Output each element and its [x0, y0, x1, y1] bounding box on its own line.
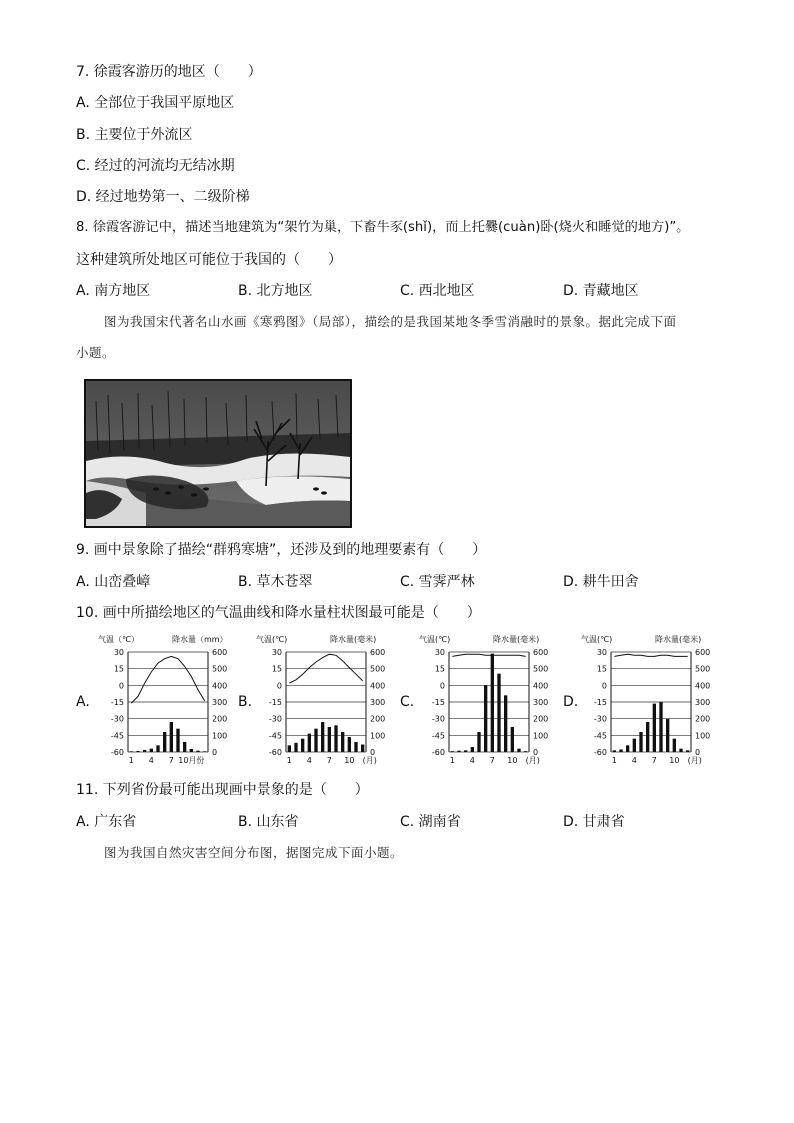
precipitation-bar: [156, 745, 159, 752]
left-tick-label: -15: [110, 698, 124, 707]
temperature-line: [131, 656, 204, 703]
right-tick-label: 600: [212, 648, 228, 657]
right-tick-label: 400: [370, 681, 386, 691]
left-tick-label: 30: [271, 648, 282, 657]
right-tick-label: 0: [695, 748, 701, 757]
q7-option-b: B. 主要位于外流区: [76, 127, 193, 143]
q8-option-b: B. 北方地区: [238, 283, 313, 299]
left-tick-label: -30: [431, 714, 445, 724]
precipitation-bar: [524, 751, 527, 752]
x-tick-label: 7: [326, 756, 332, 765]
x-tick-label: 4: [148, 756, 154, 765]
right-tick-label: 500: [695, 664, 711, 674]
left-tick-label: 0: [118, 681, 124, 691]
right-tick-label: 500: [370, 664, 386, 674]
x-tick-label: 4: [469, 756, 475, 765]
q11-option-a: A. 广东省: [76, 814, 137, 830]
q9-option-a: A. 山峦叠嶂: [76, 574, 151, 590]
right-tick-label: 200: [212, 714, 228, 724]
precipitation-bar: [673, 739, 676, 752]
precipitation-bar: [666, 719, 669, 752]
precipitation-bar: [679, 749, 682, 752]
x-tick-label: 7: [489, 756, 495, 765]
left-tick-label: 30: [596, 648, 607, 657]
y-axis-left-label: 气温(℃): [419, 635, 451, 644]
y-axis-left-label: 气温(℃): [581, 635, 613, 644]
left-tick-label: 30: [113, 648, 124, 657]
q11-option-c: C. 湖南省: [400, 814, 461, 830]
precipitation-bar: [190, 749, 193, 752]
y-axis-right-label: 降水量(毫米): [655, 635, 702, 644]
left-tick-label: -45: [110, 731, 124, 741]
right-tick-label: 300: [370, 698, 386, 707]
q7-option-a: A. 全部位于我国平原地区: [76, 95, 235, 111]
precipitation-bar: [314, 729, 317, 752]
left-tick-label: 30: [434, 648, 445, 657]
left-tick-label: 0: [276, 681, 282, 691]
precipitation-bar: [619, 750, 622, 753]
q8-stem-line1: 8. 徐霞客游记中，描述当地建筑为“架竹为巢，下畜牛豕(shǐ)，而上托爨(cuàn)卧(烧火和睡觉的地方)”。: [76, 220, 690, 235]
x-tick-label: 10: [669, 756, 680, 765]
right-tick-label: 600: [370, 648, 386, 657]
x-tick-label: 10: [507, 756, 518, 765]
precipitation-bar: [497, 674, 500, 752]
q8-option-a: A. 南方地区: [76, 283, 151, 299]
precipitation-bar: [361, 745, 364, 753]
left-tick-label: -60: [431, 748, 445, 757]
precipitation-bar: [288, 745, 291, 752]
right-tick-label: 400: [212, 681, 228, 691]
intro-painting-line1: 图为我国宋代著名山水画《寒鸦图》（局部），描绘的是我国某地冬季雪消融时的景象。据此完成下面: [104, 314, 677, 329]
precipitation-bar: [464, 750, 467, 752]
precipitation-bar: [517, 749, 520, 752]
q9-stem: 9. 画中景象除了描绘“群鸦寒塘”，还涉及到的地理要素有（ ）: [76, 542, 487, 558]
q8-option-c: C. 西北地区: [400, 283, 475, 299]
q11-stem: 11. 下列省份最可能出现画中景象的是（ ）: [76, 782, 369, 798]
left-tick-label: -45: [593, 731, 607, 741]
left-tick-label: -15: [593, 698, 607, 707]
left-tick-label: -45: [268, 731, 282, 741]
q9-option-b: B. 草木苍翠: [238, 574, 313, 590]
x-tick-label: 1: [449, 756, 455, 765]
right-tick-label: 500: [533, 664, 549, 674]
right-tick-label: 0: [533, 748, 539, 757]
precipitation-bar: [143, 750, 146, 752]
q10-option-b-label: B.: [238, 694, 253, 710]
climate-chart-d: [575, 632, 723, 772]
left-tick-label: -15: [268, 698, 282, 707]
x-tick-label: (月): [362, 756, 377, 765]
q7-option-d: D. 经过地势第一、二级阶梯: [76, 189, 250, 205]
climate-chart-b: [250, 632, 398, 772]
x-tick-label: 4: [306, 756, 312, 765]
right-tick-label: 0: [370, 748, 376, 757]
left-tick-label: -60: [110, 748, 124, 757]
precipitation-bar: [334, 725, 337, 752]
x-tick-label: 1: [286, 756, 292, 765]
precipitation-bar: [639, 732, 642, 752]
left-tick-label: -15: [431, 698, 445, 707]
temperature-line: [614, 654, 687, 656]
right-tick-label: 0: [212, 748, 218, 757]
precipitation-bar: [301, 739, 304, 752]
y-axis-right-label: 降水量(毫米): [493, 635, 540, 644]
left-tick-label: 15: [434, 664, 445, 674]
precipitation-bar: [477, 732, 480, 752]
x-tick-label: 7: [168, 756, 174, 765]
q9-option-c: C. 雪霁严林: [400, 574, 475, 590]
right-tick-label: 200: [695, 714, 711, 724]
precipitation-bar: [457, 751, 460, 752]
precipitation-bar: [294, 743, 297, 752]
precipitation-bar: [308, 734, 311, 752]
x-tick-label: (月): [525, 756, 540, 765]
precipitation-bar: [203, 751, 206, 752]
left-tick-label: 15: [596, 664, 607, 674]
precipitation-bar: [136, 751, 139, 752]
right-tick-label: 500: [212, 664, 228, 674]
q8-option-d: D. 青藏地区: [563, 283, 639, 299]
q10-option-a-label: A.: [76, 694, 90, 710]
left-tick-label: -30: [593, 714, 607, 724]
precipitation-bar: [511, 727, 514, 752]
precipitation-bar: [150, 749, 153, 752]
precipitation-bar: [504, 695, 507, 752]
q7-stem: 7. 徐霞客游历的地区（ ）: [76, 64, 262, 80]
precipitation-bar: [633, 739, 636, 752]
precipitation-bar: [341, 732, 344, 752]
precipitation-bar: [491, 654, 494, 752]
q10-option-d-label: D.: [563, 694, 579, 710]
right-tick-label: 600: [533, 648, 549, 657]
right-tick-label: 100: [370, 731, 386, 741]
left-tick-label: -60: [268, 748, 282, 757]
q11-option-d: D. 甘肃省: [563, 814, 625, 830]
precipitation-bar: [354, 742, 357, 752]
right-tick-label: 400: [533, 681, 549, 691]
precipitation-bar: [659, 702, 662, 752]
precipitation-bar: [196, 751, 199, 752]
climate-chart-a: [92, 632, 240, 772]
right-tick-label: 200: [370, 714, 386, 724]
left-tick-label: -60: [593, 748, 607, 757]
precipitation-bar: [484, 685, 487, 752]
q8-stem-line2: 这种建筑所处地区可能位于我国的（ ）: [76, 252, 342, 268]
q11-option-b: B. 山东省: [238, 814, 299, 830]
left-tick-label: -30: [268, 714, 282, 724]
intro-disaster-map: 图为我国自然灾害空间分布图，据图完成下面小题。: [104, 845, 404, 860]
q7-option-c: C. 经过的河流均无结冰期: [76, 158, 235, 174]
climate-chart-c: [413, 632, 561, 772]
right-tick-label: 100: [533, 731, 549, 741]
precipitation-bar: [451, 751, 454, 752]
x-tick-label: 1: [611, 756, 617, 765]
y-axis-left-label: 气温(℃): [256, 635, 288, 644]
right-tick-label: 100: [212, 731, 228, 741]
x-tick-label: 10月份: [178, 756, 205, 765]
precipitation-bar: [328, 727, 331, 752]
left-tick-label: 0: [601, 681, 607, 691]
precipitation-bar: [348, 737, 351, 752]
precipitation-bar: [170, 722, 173, 752]
right-tick-label: 600: [695, 648, 711, 657]
x-tick-label: 4: [631, 756, 637, 765]
precipitation-bar: [471, 747, 474, 752]
y-axis-left-label: 气温（℃）: [98, 635, 139, 644]
left-tick-label: -45: [431, 731, 445, 741]
right-tick-label: 300: [212, 698, 228, 707]
intro-painting-line2: 小题。: [76, 345, 116, 360]
left-tick-label: 15: [271, 664, 282, 674]
q9-option-d: D. 耕牛田舍: [563, 574, 639, 590]
q10-option-c-label: C.: [400, 694, 415, 710]
right-tick-label: 300: [533, 698, 549, 707]
painting-image: [84, 379, 352, 528]
precipitation-bar: [626, 745, 629, 752]
precipitation-bar: [613, 750, 616, 752]
left-tick-label: -30: [110, 714, 124, 724]
x-tick-label: (月): [687, 756, 702, 765]
precipitation-bar: [686, 750, 689, 752]
precipitation-bar: [183, 742, 186, 752]
precipitation-bar: [130, 751, 133, 752]
right-tick-label: 300: [695, 698, 711, 707]
precipitation-bar: [176, 729, 179, 752]
right-tick-label: 100: [695, 731, 711, 741]
right-tick-label: 200: [533, 714, 549, 724]
precipitation-bar: [163, 732, 166, 752]
precipitation-bar: [653, 704, 656, 752]
x-tick-label: 7: [651, 756, 657, 765]
y-axis-right-label: 降水量（mm）: [172, 635, 228, 644]
precipitation-bar: [321, 722, 324, 752]
temperature-line: [452, 654, 525, 656]
precipitation-bar: [646, 722, 649, 752]
winter-landscape-painting: [86, 381, 350, 526]
x-tick-label: 1: [128, 756, 134, 765]
y-axis-right-label: 降水量(毫米): [330, 635, 377, 644]
x-tick-label: 10: [344, 756, 355, 765]
left-tick-label: 15: [113, 664, 124, 674]
right-tick-label: 400: [695, 681, 711, 691]
left-tick-label: 0: [439, 681, 445, 691]
q10-stem: 10. 画中所描绘地区的气温曲线和降水量柱状图最可能是（ ）: [76, 605, 481, 621]
